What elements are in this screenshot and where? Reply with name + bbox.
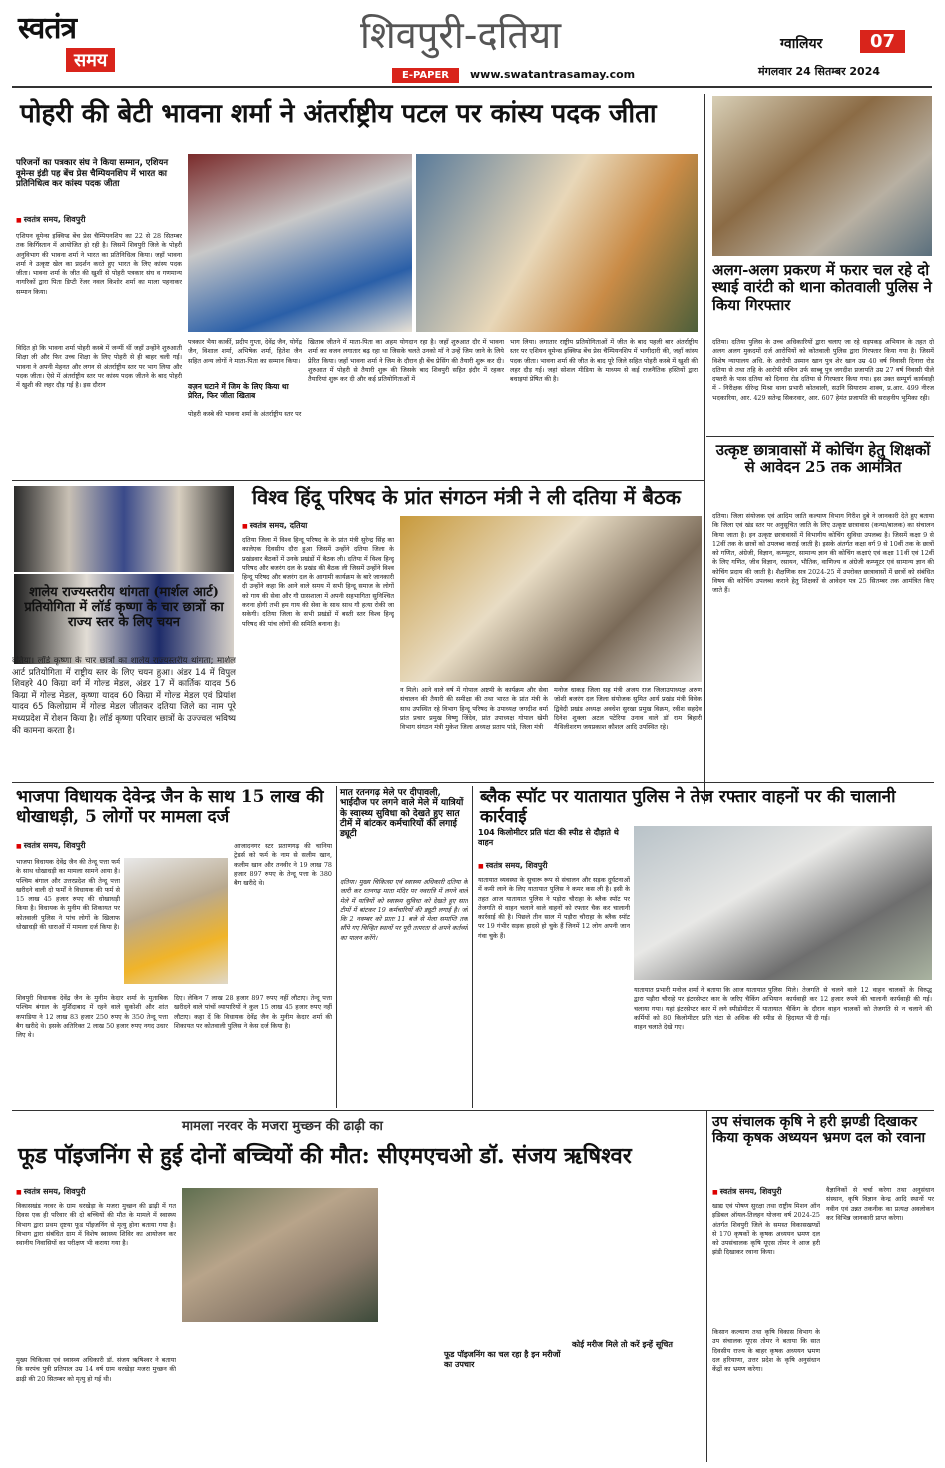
section-title: शिवपुरी-दतिया [360, 13, 562, 57]
story3-headline[interactable]: विश्व हिंदू परिषद के प्रांत संगठन मंत्री ने ली दतिया में बैठक [252, 485, 682, 509]
story3-photo [400, 516, 702, 682]
story1-photo-honour [416, 154, 698, 332]
story9-body2: मुख्य चिकित्सा एवं स्वास्थ्य अधिकारी डॉ. संजय ऋषिश्वर ने बताया कि सरपंच पुत्री प्रतिपाल उम्र 14 वर्ष ग्राम थरखेड़ा मजरा मुच्छन की ढाढ़ी की 20 सितम्बर को मृत्यु हो गई थी। [16, 1356, 176, 1383]
story8-body2: यातायात प्रभारी मनोज शर्मा ने बताया कि आज यातायात पुलिस द्वारा पड़ौरा चौराहे पर इंटरसेप्टर कार के जरिए चैकिंग अभियान चलाया गया। यहां इंटरसेप्टर कार में लगे स्पीडोमीटर में यातायात कर्मियों को 80 किलोमीटर प्रति घंटा से अधिक की स्पीड से वाहन चलाते देखे गए। [634, 986, 782, 1032]
story1-headline[interactable]: पोहरी की बेटी भावना शर्मा ने अंतर्राष्ट्रीय पटल पर कांस्य पदक जीता [20, 99, 657, 129]
story4-photo [14, 486, 234, 572]
story3-body3: मनोज धाकड़ जिला सह मंत्री अजय राज जिलाउपाध्यक्ष अरुण जोशी बजरंग दल जिला संयोजक सुमित आर्य प्रखंड मंत्री विवेक द्विवेदी प्रखंड अध्यक्ष अवधेश सुरखा प्रमुख विक्रम, रवीश सहदेव दिनेश शुक्ला अटल पटेरिया उनाव वाले डॉ राम बिहारी मैथिलीशरण जयप्रकाश कौशल आदि उपस्थित रहे। [554, 686, 702, 732]
story1-col3b: पोहरी कस्बे की भावना शर्मा के अंतर्राष्ट्रीय स्तर पर [188, 410, 302, 418]
story-warrant-arrest [710, 92, 935, 432]
story-black-spot [474, 786, 934, 1108]
story10-headline[interactable]: उप संचालक कृषि ने हरी झण्डी दिखाकर किया कृषक अध्ययन भ्रमण दल को रवाना [712, 1114, 926, 1147]
story4-headline-text[interactable]: शालेय राज्यस्तरीय थांगता (मार्शल आर्ट) प्रतियोगिता में लॉर्ड कृष्णा के चार छात्रों का राज्य स्तर के लिए चयन [24, 585, 224, 630]
rule-6 [12, 1110, 934, 1111]
rule-7 [706, 1110, 707, 1462]
story6-photo [124, 858, 228, 984]
epaper-badge: E-PAPER [392, 68, 459, 83]
rule-2b [706, 436, 934, 437]
story5-headline[interactable]: उत्कृष्ट छात्रावासों में कोचिंग हेतु शिक्षकों से आवेदन 25 तक आमंत्रित [715, 441, 931, 477]
story-krishi-tour [710, 1112, 935, 1462]
story7-body: दतिया। मुख्य चिकित्सा एवं स्वास्थ्य अधिकारी दतिया के जारी कर रतनगढ़ माता मंदिर पर नवरात्रि में लगने वाले मेले में यात्रियों को स्वास्थ्य सुविधा को देखते हुए सात टीमों में बांटकर 19 कर्मचारियों की ड्यूटी लगाई है। जो कि 2 नवम्बर को प्रातः 11 बजे से मेला समाप्ति तक सौंपे गए चिन्हित स्थानों पर पूरी तत्परता से अपने कर्तव्यों का पालन करेंगे। [340, 878, 468, 942]
story1-col3: पत्रकार भैया कार्की, प्रदीप गुप्ता, देवेंद्र जैन, योगेंद्र जैन, विशाल शर्मा, अभिषेक शर्मा, हितेश जैन सहित अन्य लोगों ने माता-पिता का सम्मान किया। [188, 338, 302, 365]
story-mla-fraud [12, 786, 334, 1106]
masthead-rule [12, 86, 932, 88]
story9-subhead2: फूड पॉइजनिंग का चल रहा है इन मरीजों का उपचार [444, 1350, 561, 1369]
story9-headline[interactable]: फूड पॉइजनिंग से हुई दोनों बच्चियों की मौत: सीएमएचओ डॉ. संजय ऋषिश्वर [18, 1143, 632, 1169]
story3-byline: ■ स्वतंत्र समय, दतिया [242, 520, 394, 531]
story6-body2: शिवपुरी विधायक देवेंद्र जैन के मुनीम केदार शर्मा के मुताबिक पश्चिम बंगाल के मुर्शिदाबाद में रहने वाले सुकोशी और शांत कपाडिया ने 12 लाख 83 हजार 250 रुपए के 350 तेन्दू पत्ता बैग खरीदे थे। इसके अतिरिक्त 2 लाख 50 हजार रुपए नगद उधार लिए थे। [16, 994, 168, 1040]
logo-top: स्वतंत्र [18, 11, 77, 46]
story2-headline[interactable]: अलग-अलग प्रकरण में फरार चल रहे दो स्थाई वारंटी को थाना कोतवाली पुलिस ने किया गिरफ्तार [712, 261, 932, 314]
story6-byline: ■ स्वतंत्र समय, शिवपुरी [16, 840, 176, 851]
issue-date: मंगलवार 24 सितम्बर 2024 [758, 65, 881, 78]
city-label: ग्वालियर [780, 36, 823, 52]
story6-body4: दिए। लेकिन 7 लाख 28 हजार 897 रुपए नहीं लौटाए। तेन्दू पत्ता खरीदने वाले पांचों व्यापारियों ने कुल 15 लाख 45 हजार रुपए नहीं लौटाए। कहा दें कि विधायक देवेंद्र जैन के मुनीम केदार शर्मा की शिकायत पर कोतवाली पुलिस ने केस दर्ज किया है। [174, 994, 332, 1030]
story1-byline: ■ स्वतंत्र समय, शिवपुरी [16, 214, 182, 225]
story9-kicker: मामला नरवर के मजरा मुच्छन की ढाढ़ी का [182, 1119, 383, 1134]
story8-byline: ■ स्वतंत्र समय, शिवपुरी [478, 860, 628, 871]
story8-body: यातायात व्यवस्था के सुचारू रूप से संचालन और सड़क दुर्घटनाओं में कमी लाने के लिए यातायात पुलिस ने कमर कस ली है। इसी के तहत आज यातायात पुलिस ने पड़ोरा चौराहा के ब्लैक स्पॉट पर तेजगति से वाहन चलाने वाले वाहनों को रफ्तार चैक कर चालानी कार्रवाई की है। पिछले तीन साल में पड़ौरा चौराहा के ब्लैक स्पॉट पर 19 गंभीर सड़क हादसे हो चुके हैं जिनमें 12 लोग अपनी जान गंवा चुके हैं। [478, 876, 630, 940]
rule-5 [472, 786, 473, 1108]
story1-photo-medal [188, 154, 412, 332]
story4-headline-block [12, 586, 236, 631]
story-bhavna-sharma [12, 92, 702, 478]
story9-body: विकासखंड नरवर के ग्राम थरखेड़ा के मजरा मुच्छन की ढाढ़ी में गत दिवस एक ही परिवार की दो बच्चियों की मौत के मामले में स्वास्थ्य विभाग द्वारा प्रथम दृष्टया फूड पॉइजनिंग से मृत्यु होना बताया गया है। विभाग द्वारा संबंधित ग्राम में विशेष स्वास्थ्य शिविर का आयोजन कर स्थानीय निवासियों का परीक्षण भी कराया गया है। [16, 1202, 176, 1248]
story1-col4: खिताब जीतने में माता-पिता का अहम योगदान रहा है। जहाँ शुरुआत दौर में भावना शर्मा का वजन लगातार बढ़ रहा था जिसके चलते उनको माँ ने उन्हें जिम जाने के लिये प्रेरित किया। जहाँ भावना शर्मा ने जिम के दौरान ही बेंच प्रेसिंग की तैयारी शुरू कर दी। शुरुआत में पोहरी से तैयारी शुरू की जिसके बाद शिवपुरी सहित इंदौर में रहकर तैयारियां शुरू कर दी और कई प्रतियोगिताओं में [308, 338, 504, 384]
story1-col5: भाग लिया। लगातार राष्ट्रीय प्रतियोगिताओं में जीत के बाद पहली बार अंतर्राष्ट्रीय स्तर पर एशियन वूमेन्स इक्विप्ड बेंच प्रेस चैम्पियनशिप में भागीदारी की, जहाँ कांस्य पदक जीता। भावना शर्मा की जीत के बाद पूरे जिले सहित पोहरी कस्बे में खुशी की लहर दौड़ गई। जहां सोशल मीडिया के माध्यम से कई राजनैतिक हस्तियों द्वारा बधाइयां प्रेषित की है। [510, 338, 698, 384]
rule-2 [12, 480, 704, 481]
story3-body2: न मिले। आने वाले वर्ष में गोपाल अष्टमी के कार्यक्रम और सेवा संचालन की तैयारी की समीक्षा की तथा भारत के प्रांत मंत्री के साथ उपस्थित रहे विभाग हिन्दू परिषद के उपाध्यक्ष जगदीश वर्मा प्रांत प्रचार प्रमुख विष्णु जिंदेव, प्रांत उपाध्यक्ष गोपाल खेमी विभाग संगठन मंत्री मुकेश जिला अध्यक्ष प्रताप पांडे, जिला मंत्री [400, 686, 548, 732]
story10-byline: ■ स्वतंत्र समय, शिवपुरी [712, 1186, 822, 1197]
story10-body2: किसान कल्याण तथा कृषि विकास विभाग के उप संचालक यूएस तोमर ने बताया कि सात दिवसीय राज्य के बाहर कृषक अध्ययन भ्रमण दल हरियाणा, उत्तर प्रदेश के कृषि अनुसंधान केंद्रों का भ्रमण करेगा। [712, 1328, 820, 1374]
story8-body3: मिले। तेजगति से चलने वाले 12 वाहन चालकों के विरुद्ध कार्यवाही कर 12 हजार रुपये की चालानी कार्यवाही की गई। चैकिंग के दौरान वाहन चालकों को तेजगति से न चलाने की हिदायत भी दी गई। [786, 986, 932, 1022]
logo[interactable] [18, 12, 138, 76]
story10-body: खाद्य एवं पोषण सुरक्षा तथा राष्ट्रीय मिशन ऑन इडिबल ऑयल-तिलहन योजना वर्ष 2024-25 अंतर्गत शिवपुरी जिले के समस्त विकासखण्डों से 170 कृषकों के कृषक अध्ययन भ्रमण दल को उपसंचालक कृषि यूएस तोमर ने आज हरी झंडी दिखाकर रवाना किया। [712, 1202, 820, 1257]
story10-body3: वैज्ञानिकों से चर्चा करेगा तथा अनुसंधान संस्थान, कृषि विज्ञान केन्द्र आदि स्थानों पर नवीन एवं उन्नत तकनीक का प्रत्यक्ष अवलोकन कर विभिन्न जानकारी प्राप्त करेगा। [826, 1186, 934, 1222]
story7-headline[interactable]: मात रतनगढ़ मेले पर दीपावली, भाईदौज पर लगने वाले मेले में यात्रियों के स्वास्थ्य सुविधा को देखते हुए सात टीमें में बांटकर कर्मचारियों की लगाई ड्यूटी [340, 788, 464, 840]
story-food-poisoning [12, 1112, 704, 1462]
story6-headline[interactable]: भाजपा विधायक देवेन्द्र जैन के साथ 15 लाख की धोखाधड़ी, 5 लोगों पर मामला दर्ज [16, 787, 324, 827]
story8-headline[interactable]: ब्लैक स्पॉट पर यातायात पुलिस ने तेज रफ्तार वाहनों पर की चालानी कार्रवाई [480, 787, 896, 827]
story8-photo [634, 826, 932, 980]
story4-body: दतिया। लॉर्ड कृष्णा के चार छात्रों का शालेय राज्यस्तरीय थांगता; मार्शल आर्ट प्रतियोगिता में राष्ट्रीय स्तर के लिए चयन हुआ। अंडर 14 में विपुल शिवहरे 40 किग्रा वर्ग में गोल्ड मेडल, अंडर 17 में कार्तिक यादव 56 किग्रा में गोल्ड मेडल, कृष्णा यादव 60 किग्रा में गोल्ड मेडल एवं प्रियांश यादव 65 किलोग्राम में गोल्ड मेडल जीतकर दतिया जिले का नाम पूरे मध्यप्रदेश में रोशन किया है। लॉर्ड कृष्णा परिवार छात्रों के उज्ज्वल भविष्य की कामना करता है। [12, 656, 236, 736]
story1-subhead: परिजनों का पत्रकार संघ ने किया सम्मान, एशियन वूमेन्स इंडी पह बेंच प्रेस चैम्पियनशिप में भारत का प्रतिनिधित्व कर कांस्य पदक जीता [16, 158, 169, 190]
rule-3 [12, 782, 934, 783]
story3-body: दतिया जिला में विश्व हिन्दू परिषद के के प्रांत मंत्री सुरेन्द्र सिंह का कालेएक दिवसीय दौरा हुआ जिसमें उन्होंने दतिया जिला के प्रखंडवार बैठकों में उनके प्रखंडों में बैठक ली। दतिया में विश्व हिन्दू परिषद और बजरंग दल के प्रखंड की बैठक ली जिसमें उन्होंने विश्व हिन्दू परिषद और बजरंग दल के आगामी कार्यक्रम के बारे जानकारी दी उन्होंने कहा कि आने वाले समय में सभी हिन्दू समाज के लोगों को गाय की सेवा और गौ ग्रासशाला में अपनी सहभागिता सुनिश्चित करना होगी तभी हम गाय की सेवा के साथ साथ गौ हत्या रोकी जा सकेगी। दतिया जिला के सभी प्रखंडों में बस्ती स्तर विश्व हिन्दू परिषद की पांच लोगों की समिति बनाना है। [242, 536, 394, 628]
logo-bottom: समय [66, 48, 115, 72]
story2-photo [712, 96, 932, 256]
story-vhp-meeting [238, 482, 704, 778]
website[interactable]: www.swatantrasamay.com [470, 68, 636, 81]
story8-subhead: 104 किलोमीटर प्रति घंटा की स्पीड से दौड़ाते थे वाहन [478, 828, 619, 847]
story6-body3: आजादनगर स्टर प्रताणगढ़ की चानिया ट्रेडर्स को फर्म के नाम से सलीम खान, कलीम खान और तनवीर ने 19 लाख 78 हजार 897 रुपए के तेन्दू पत्ता के 380 बैग खरीदे थे। [234, 842, 332, 888]
story2-body: दतिया। दतिया पुलिस के उच्च अधिकारियों द्वारा चलाए जा रहे धड़पकड़ अभियान के तहत दो अलग अलग मुकदमों दर्ज आरोपियों को कोतवाली पुलिस द्वारा गिरफ्तार किया गया है। जिसमें विशेष न्यायालय अधि. के आरोपी उस्मान खान पुत्र शेर खान उम्र 40 वर्ष निवासी दिनारा रोड दतिया से तथा तहि के आरोपी सचिन उर्फ साब्बू पुत्र जगदीश प्रजापति उम्र 27 वर्ष निवासी पीले दफ्तरी के पास दतिया को दिनारा रोड दतिया से गिरफ्तार किया गया। इस उक्त सम्पूर्ण कार्यवाही में - निरीक्षक धीरेन्द्र मिश्रा थाना प्रभारी कोतवाली, सउनि सियाराम शाक्य, प्र.आर. 499 नीरज भदकारिया, आर. 429 सतेन्द्र सिकरवार, आर. 607 हेमंत प्रजापति की सराहनीय भूमिका रही। [712, 338, 934, 402]
story-hostel-coaching [710, 440, 935, 786]
story9-subhead3: कोई मरीज मिले तो करें इन्हें सूचित [572, 1340, 673, 1349]
story-ratangarh-mela [338, 786, 470, 1108]
rule-1 [704, 94, 705, 804]
rule-4 [336, 786, 337, 1108]
story5-body: दतिया। जिला संयोजक एवं आदिम जाति कल्याण विभाग गिरीश दुबे ने जानकारी देते हुए बताया कि जिला एवं खंड स्तर पर अनुसूचित जाति के लिए उत्कृष्ट छात्रावास (कन्या/बालक) का संचालन किया जाता है। इन उत्कृष्ट छात्रावासों में विभागीय कोचिंग सुविधा उपलब्ध है। जिसमें कक्षा 9 से 12वीं तक के छात्रों को उपलब्ध कराई जाती है। इसके अंतर्गत कक्षा वर्ग 9 से 10वीं तक के छात्रों को गणित, अंग्रेजी, विज्ञान, कम्प्यूटर, सामान्य ज्ञान की कोचिंग कक्षाएं एवं कक्षा 11वीं एवं 12वीं के लिए गणित, जीव विज्ञान, रसायन, भौतिक, वाणिज्य व अंग्रेजी कम्प्यूटर एवं सामान्य ज्ञान की कोचिंग प्रदाय की जाती है। शैक्षणिक सत्र 2024-25 में उपरोक्त छात्रावासों में छात्रों को संबंधित विषय की कोचिंग उपलब्ध कराने हेतु शिक्षकों से आवेदन पत्र 25 सितम्बर तक आमंत्रित किए जाते हैं। [712, 512, 934, 595]
story6-body: भाजपा विधायक देवेंद्र जैन की तेन्दू पत्ता फर्म के साथ धोखाधड़ी का मामला सामने आया है। पश्चिम बंगाल और उत्तरप्रदेश की तेन्दू पत्ता खरीदने वाली दो फर्मों ने विधायक की फर्म से 15 लाख 45 हजार रुपए की धोखाधड़ी किया है। विधायक के मुनीम की शिकायत पर कोतवाली पुलिस ने पांच लोगों के खिलाफ धोखाधड़ी की धाराओं में मामला दर्ज किया है। [16, 858, 120, 931]
story9-photo [182, 1188, 378, 1322]
story1-body: एशियन वूमेन्स इक्विप्ड बेंच प्रेस चैम्पियनशिप का 22 से 28 सितम्बर तक किर्गिस्तान में आयोजित हो रही है। जिसमें शिवपुरी जिले के पोहरी अनुविभाग की भावना शर्मा ने भारत का प्रतिनिधित्व किया। जहाँ भावना शर्मा ने उत्कृष्ट खेल का प्रदर्शन करते हुए भारत के लिए कांस्य पदक जीता। भावना शर्मा के जीत की खुशी से पोहरी पत्रकार संघ व गणमान्य नागरिकों द्वारा पिता डिप्टी रेंजर नवल किशोर शर्मा का माला पहनाकर सम्मान किया। [16, 232, 182, 296]
story9-byline: ■ स्वतंत्र समय, शिवपुरी [16, 1186, 176, 1197]
story1-body2: विदित हो कि भावना शर्मा पोहरी कस्बे में जन्मीं थीं जहाँ उन्होंने शुरुआती शिक्षा ली और फिर उच्च शिक्षा के लिए पोहरी से ही बाहर चली गईं। भावना ने अपनी मेहनत और लगन से अंतर्राष्ट्रीय स्तर पर भाग लिया और पदक जीता। ऐसे में अंतर्राष्ट्रीय स्तर पर कांस्य पदक जीतने के बाद पोहरी में खुशी की लहर दौड़ गई है। इस दौरान [16, 344, 182, 390]
story1-col3-head: वज़न घटाने में जिम के लिए किया था प्रेरित, फिर जीता खिताब [188, 382, 289, 401]
masthead [0, 0, 945, 88]
page-number: 07 [860, 30, 905, 53]
